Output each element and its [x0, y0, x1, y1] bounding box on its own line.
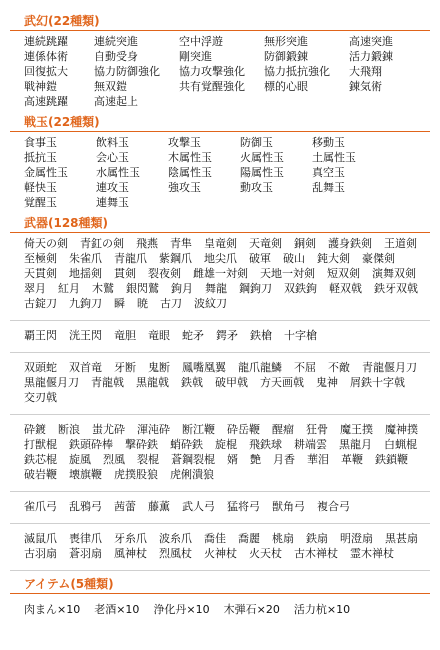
list-item: 銅剣: [294, 237, 316, 250]
list-item: 方天画戟: [260, 376, 304, 389]
list-item: 連係体術: [24, 50, 68, 63]
list-item: 洸王閃: [69, 329, 102, 342]
list-item: 桃扇: [272, 532, 294, 545]
list-item: 屑鉄十字戟: [350, 376, 405, 389]
list-item: 裂棍: [137, 453, 159, 466]
section-title: 武器(128種類): [10, 216, 430, 233]
list-item: 共有覚醒強化: [179, 80, 245, 93]
list-item: 防御鍛錬: [264, 50, 308, 63]
list-item: 無双鎧: [94, 80, 127, 93]
list-item: 牙糸爪: [114, 532, 147, 545]
list-item: 魔神撲: [385, 423, 418, 436]
list-item: 魔王撲: [340, 423, 373, 436]
list-item: 鉄扇: [306, 532, 328, 545]
list-item: 錬気術: [349, 80, 382, 93]
list-item: 古錠刀: [24, 297, 57, 310]
list-item: 乱鴉弓: [69, 500, 102, 513]
list-item: 移動玉: [312, 136, 345, 149]
list-item: 鉄頭砕棒: [69, 438, 113, 451]
weapon-list: [10, 361, 430, 405]
list-item: 打獣棍: [24, 438, 57, 451]
list-item: 回復拡大: [24, 65, 68, 78]
list-item: 真空玉: [312, 166, 345, 179]
list-item: 高速突進: [349, 35, 393, 48]
list-item: 飛鉄球: [249, 438, 282, 451]
list-item: 紫鋼爪: [159, 252, 192, 265]
list-item: 白蝋棍: [384, 438, 417, 451]
list-item: 蛸砕鉄: [170, 438, 203, 451]
list-item: 会心玉: [96, 151, 129, 164]
list-item: 撃砕鉄: [125, 438, 158, 451]
list-item: 鳳嘴凰翼: [182, 361, 226, 374]
list-item: 動攻玉: [240, 181, 273, 194]
list-item: 渾沌砕: [137, 423, 170, 436]
list-item: 天地一対剣: [260, 267, 315, 280]
list-item: 活力鍛錬: [349, 50, 393, 63]
weapon-list: [10, 237, 430, 311]
list-item: 陰属性玉: [168, 166, 212, 179]
list-item: 蒼羽扇: [69, 547, 102, 560]
list-item: 貫剣: [114, 267, 136, 280]
list-item: 雌雄一対剣: [193, 267, 248, 280]
list-item: 龍爪龍鱗: [238, 361, 282, 374]
list-item: 軽双戟: [329, 282, 362, 295]
list-item: 牙断: [114, 361, 136, 374]
list-item: 虎俐潰狼: [170, 468, 214, 481]
list-item: 鉄槍: [250, 329, 272, 342]
list-item: 古羽扇: [24, 547, 57, 560]
list-item: 鍔矛: [216, 329, 238, 342]
list-item: 鉄戟: [181, 376, 203, 389]
list-item: 鋼鉤刀: [239, 282, 272, 295]
list-item: 波紋刀: [194, 297, 227, 310]
list-item: 軽快玉: [24, 181, 57, 194]
list-item: 火神杖: [204, 547, 237, 560]
list-item: 破甲戟: [215, 376, 248, 389]
list-item: 古刀: [160, 297, 182, 310]
section-title: アイテム(5種類): [10, 577, 430, 594]
list-item: 革鞭: [341, 453, 363, 466]
list-item: 鉤月: [171, 282, 193, 295]
list-item: 連攻玉: [96, 181, 129, 194]
weapon-group: [10, 524, 430, 571]
list-item: 短双剣: [327, 267, 360, 280]
list-item: 醒瘤: [272, 423, 294, 436]
list-item: 空中浮遊: [179, 35, 223, 48]
list-item: 藤薫: [148, 500, 170, 513]
list-item: 老酒×10: [94, 603, 140, 616]
list-item: 不屈: [294, 361, 316, 374]
list-item: 剛突進: [179, 50, 212, 63]
list-item: 火属性玉: [240, 151, 284, 164]
list-item: 竜胆: [114, 329, 136, 342]
list-item: 演舞双剣: [372, 267, 416, 280]
list-item: 天竜剣: [249, 237, 282, 250]
list-item: 金属性玉: [24, 166, 68, 179]
list-item: 土属性玉: [312, 151, 356, 164]
list-item: 高速跳躍: [24, 95, 68, 108]
list-item: 皇竜剣: [204, 237, 237, 250]
list-item: 断江鞭: [182, 423, 215, 436]
list-item: 銀閃鷲: [126, 282, 159, 295]
list-item: 青龍戟: [91, 376, 124, 389]
list-item: 獣角弓: [272, 500, 305, 513]
list-item: 紅月: [58, 282, 80, 295]
list-item: 王道剣: [384, 237, 417, 250]
list-item: 交刃戟: [24, 391, 57, 404]
list-item: 大飛翔: [349, 65, 382, 78]
list-item: 明澄扇: [340, 532, 373, 545]
list-item: 鉄鎖鞭: [375, 453, 408, 466]
list-item: 青龍偃月刀: [362, 361, 417, 374]
list-item: 連続跳躍: [24, 35, 68, 48]
list-item: 倚天の剣: [24, 237, 68, 250]
list-item: 自動受身: [94, 50, 138, 63]
list-item: 旋棍: [215, 438, 237, 451]
list-item: 旋風: [69, 453, 91, 466]
list-item: 蛇矛: [182, 329, 204, 342]
list-item: 地尖爪: [204, 252, 237, 265]
list-item: 猛将弓: [227, 500, 260, 513]
list-item: 木属性玉: [168, 151, 212, 164]
list-item: 暁: [137, 297, 148, 310]
list-item: 鈍大剣: [317, 252, 350, 265]
list-item: 瞬: [114, 297, 125, 310]
weapon-list: [10, 329, 430, 343]
weapon-list: [10, 532, 430, 561]
list-item: 古木禅杖: [294, 547, 338, 560]
weapon-group: [10, 237, 430, 321]
list-item: 火天杖: [249, 547, 282, 560]
list-item: 砕岳鞭: [227, 423, 260, 436]
list-item: 連舞玉: [96, 196, 129, 209]
list-item: 戦神鎧: [24, 80, 57, 93]
list-item: 飛燕: [136, 237, 158, 250]
list-item: 至極剣: [24, 252, 57, 265]
list-item: 護身鉄剣: [328, 237, 372, 250]
list-item: 水属性玉: [96, 166, 140, 179]
weapon-list: [10, 423, 430, 482]
list-item: 破山: [283, 252, 305, 265]
section-senkyoku: [10, 115, 430, 210]
list-item: 風神杖: [114, 547, 147, 560]
list-item: 天貫剣: [24, 267, 57, 280]
weapon-group: [10, 353, 430, 415]
list-item: 波糸爪: [159, 532, 192, 545]
list-item: 青龍爪: [114, 252, 147, 265]
weapon-list: [10, 500, 430, 514]
list-item: 双鉄鉤: [284, 282, 317, 295]
list-item: 食事玉: [24, 136, 57, 149]
list-item: 木弾石×20: [223, 603, 280, 616]
list-item: 覇王閃: [24, 329, 57, 342]
list-item: 地揺剣: [69, 267, 102, 280]
list-item: 喬佳: [204, 532, 226, 545]
list-item: 青釭の剣: [80, 237, 124, 250]
list-item: 覚醒玉: [24, 196, 57, 209]
list-item: 蚩尤砕: [92, 423, 125, 436]
list-item: 強攻玉: [168, 181, 201, 194]
list-item: 攻撃玉: [168, 136, 201, 149]
list-item: 陽属性玉: [240, 166, 284, 179]
list-item: 協力防御強化: [94, 65, 160, 78]
list-item: 狂骨: [306, 423, 328, 436]
list-item: 飲料玉: [96, 136, 129, 149]
list-item: 鬼神: [316, 376, 338, 389]
item-grid: [10, 136, 430, 210]
list-item: 標的心眼: [264, 80, 308, 93]
list-item: 豪傑剣: [362, 252, 395, 265]
list-item: 黒龍戟: [136, 376, 169, 389]
list-item: 浄化丹×10: [153, 603, 210, 616]
weapon-group: [10, 321, 430, 353]
item-list: [10, 598, 430, 617]
list-item: 九鉤刀: [69, 297, 102, 310]
list-item: 高速起上: [94, 95, 138, 108]
list-item: 壊旗鞭: [69, 468, 102, 481]
list-item: 喬麗: [238, 532, 260, 545]
list-item: 肉まん×10: [24, 603, 81, 616]
section-title: 武幻(22種類): [10, 14, 430, 31]
list-item: 黒龍月: [339, 438, 372, 451]
list-item: 華泪: [307, 453, 329, 466]
list-item: 砕鍍: [24, 423, 46, 436]
list-item: 鉄芯棍: [24, 453, 57, 466]
list-item: 無形突進: [264, 35, 308, 48]
list-item: 破軍: [249, 252, 271, 265]
list-item: 茜蕾: [114, 500, 136, 513]
weapon-group: [10, 492, 430, 524]
list-item: 抵抗玉: [24, 151, 57, 164]
list-item: 活力杭×10: [293, 603, 351, 616]
section-title: 戦玉(22種類): [10, 115, 430, 132]
list-item: 烈風: [103, 453, 125, 466]
list-item: 破岩鞭: [24, 468, 57, 481]
list-item: 協力攻撃強化: [179, 65, 245, 78]
list-item: 蒼鋼裂棍: [171, 453, 215, 466]
list-item: 霊木禅杖: [350, 547, 394, 560]
list-item: 喪律爪: [69, 532, 102, 545]
list-item: 艶: [250, 453, 261, 466]
weapon-group: [10, 415, 430, 492]
list-item: 月香: [273, 453, 295, 466]
list-item: 竜眼: [148, 329, 170, 342]
section-item: [10, 577, 430, 617]
list-item: 婿: [227, 453, 238, 466]
list-item: 双首竜: [69, 361, 102, 374]
list-item: 青隼: [170, 237, 192, 250]
list-item: 朱雀爪: [69, 252, 102, 265]
list-item: 不敵: [328, 361, 350, 374]
list-item: 黒甚扇: [385, 532, 418, 545]
list-item: 木鷲: [92, 282, 114, 295]
list-item: 鬼断: [148, 361, 170, 374]
list-item: 武人弓: [182, 500, 215, 513]
list-item: 雀爪弓: [24, 500, 57, 513]
list-item: 滅鼠爪: [24, 532, 57, 545]
section-buki: [10, 216, 430, 571]
list-item: 耕端雲: [294, 438, 327, 451]
list-item: 協力抵抗強化: [264, 65, 330, 78]
section-bukou: [10, 14, 430, 109]
list-item: 断浪: [58, 423, 80, 436]
list-item: 双頭蛇: [24, 361, 57, 374]
item-grid: [10, 35, 430, 109]
list-item: 乱舞玉: [312, 181, 345, 194]
list-item: 鉄牙双戟: [374, 282, 418, 295]
weapon-groups: [10, 237, 430, 571]
list-item: 烈風杖: [159, 547, 192, 560]
list-item: 虎撲股狼: [114, 468, 158, 481]
list-item: 裂夜剣: [148, 267, 181, 280]
list-item: 十字槍: [284, 329, 317, 342]
list-item: 黒龍偃月刀: [24, 376, 79, 389]
list-item: 連続突進: [94, 35, 138, 48]
list-item: 翠月: [24, 282, 46, 295]
list-item: 舞龍: [205, 282, 227, 295]
list-item: 防御玉: [240, 136, 273, 149]
list-item: 複合弓: [317, 500, 350, 513]
